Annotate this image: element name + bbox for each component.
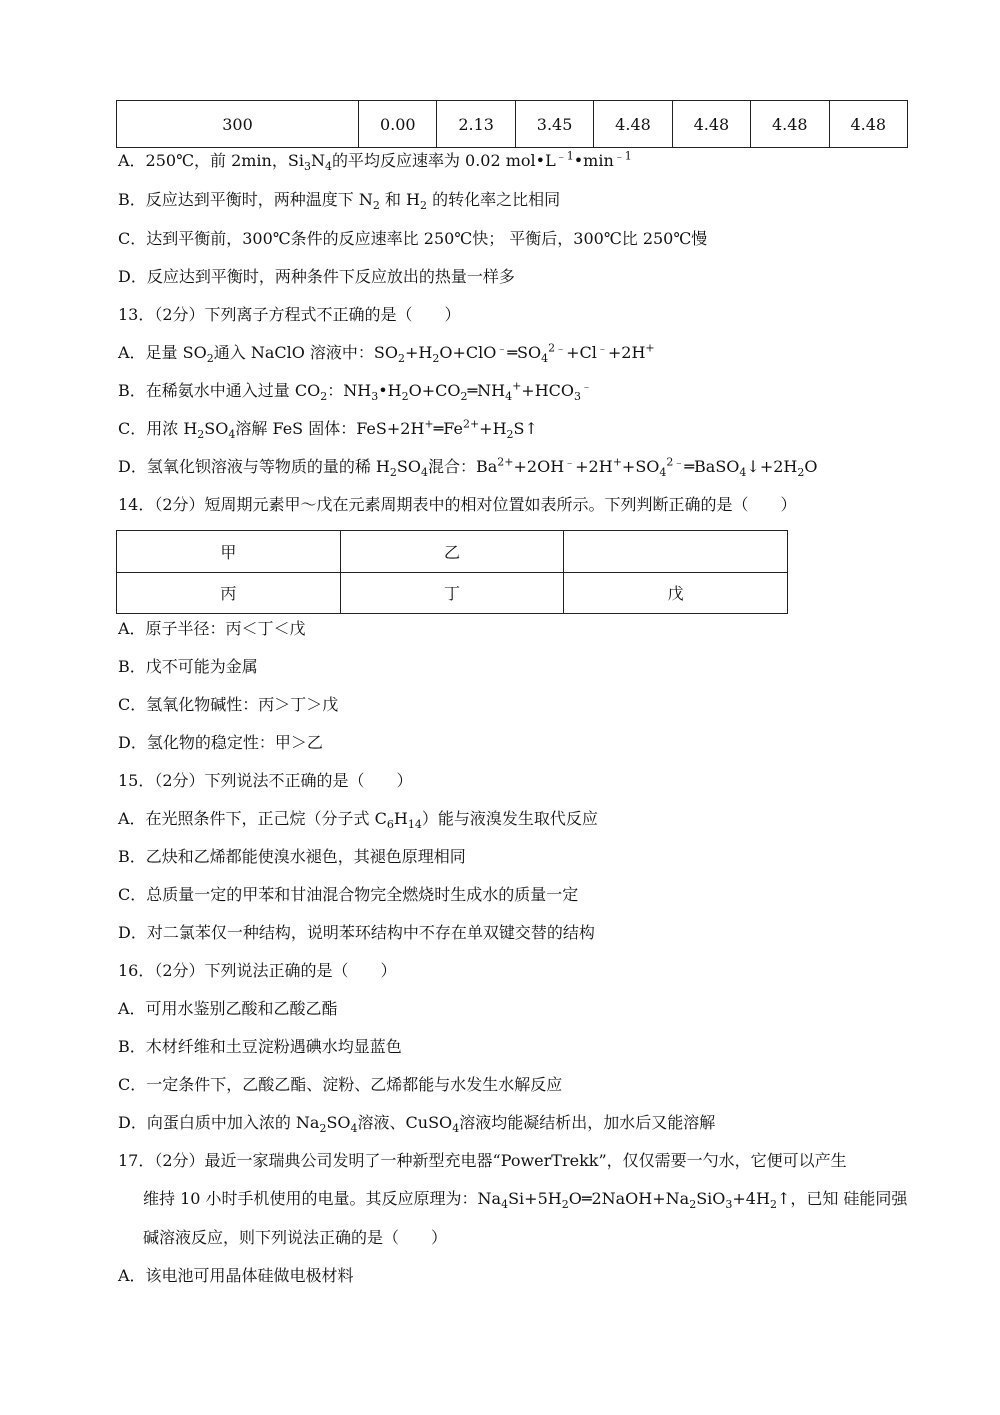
- table-row: [117, 101, 908, 148]
- table-cell: 丙: [117, 572, 341, 614]
- table-row: [117, 531, 788, 573]
- q14-option-c: C．氢氧化物碱性：丙＞丁＞戊: [118, 695, 339, 714]
- q15-option-c: C．总质量一定的甲苯和甘油混合物完全燃烧时生成水的质量一定: [118, 885, 579, 904]
- table-cell: [564, 531, 788, 573]
- table-cell: 乙: [340, 531, 564, 573]
- q14-option-b: B．戊不可能为金属: [118, 657, 258, 676]
- q16-option-c: C．一定条件下，乙酸乙酯、淀粉、乙烯都能与水发生水解反应: [118, 1075, 563, 1094]
- q17-stem-line3: 碱溶液反应，则下列说法正确的是（ ）: [143, 1228, 448, 1247]
- table-cell: 300: [117, 101, 359, 148]
- table-cell: 0.00: [359, 101, 437, 148]
- q16-option-b: B．木材纤维和土豆淀粉遇碘水均显蓝色: [118, 1037, 402, 1056]
- table-cell: 丁: [340, 572, 564, 614]
- q16-option-d: D．向蛋白质中加入浓的 $Na_2SO_4$溶液、CuSO$_4$溶液均能凝结析出，加水后又能溶解: [118, 1113, 716, 1136]
- q13-option-c: C．用浓 $H_2SO_4$溶解 FeS 固体：$FeS+2H^+═Fe^{2+}+H_2S↑$: [118, 417, 538, 442]
- q14-option-a: A．原子半径：丙＜丁＜戊: [118, 619, 306, 638]
- table-cell: 3.45: [515, 101, 593, 148]
- table-cell: 4.48: [751, 101, 829, 148]
- q12-option-c: C．达到平衡前，300℃条件的反应速率比 250℃快； 平衡后，300℃比 250℃慢: [118, 229, 708, 248]
- q13-option-d: D．氢氧化钡溶液与等物质的量的稀 $H_2SO_4$混合：$Ba^{2+}+2OH^﹣+2H^++SO_4^{2﹣}═BaSO_4↓+2H_2O$: [118, 455, 818, 480]
- table-cell: 甲: [117, 531, 341, 573]
- q13-option-a: A．足量 $SO_2$通入 NaClO 溶液中：$SO_2+H_2O+ClO^﹣═SO_4^{2﹣}+Cl^﹣+2H^+$: [118, 341, 655, 366]
- q17-stem-line1: 17．（2分）最近一家瑞典公司发明了一种新型充电器“PowerTrekk”，仅仅需要一勺水，它便可以产生: [118, 1151, 847, 1170]
- rate-table: [116, 100, 908, 148]
- table-cell: 4.48: [594, 101, 672, 148]
- periodic-table: [116, 530, 788, 614]
- q15-stem: 15．（2分）下列说法不正确的是（ ）: [118, 771, 413, 790]
- q15-option-a: A．在光照条件下，正己烷（分子式 $C_6H_{14}$）能与液溴发生取代反应: [118, 809, 598, 832]
- q14-stem: 14．（2分）短周期元素甲～戊在元素周期表中的相对位置如表所示。下列判断正确的是（ ）: [118, 495, 797, 514]
- q12-option-a: A．250℃，前 2min，$Si_3N_4$的平均反应速率为 0.02 $mol•L^{﹣1}•\min^{﹣1}$: [118, 149, 632, 174]
- q15-option-b: B．乙炔和乙烯都能使溴水褪色，其褪色原理相同: [118, 847, 466, 866]
- q12-option-d: D．反应达到平衡时，两种条件下反应放出的热量一样多: [118, 267, 515, 286]
- table-cell: 4.48: [829, 101, 908, 148]
- table-cell: 4.48: [672, 101, 750, 148]
- q17-option-a: A．该电池可用晶体硅做电极材料: [118, 1266, 354, 1285]
- q16-stem: 16．（2分）下列说法正确的是（ ）: [118, 961, 397, 980]
- q13-stem: 13．（2分）下列离子方程式不正确的是（ ）: [118, 305, 461, 324]
- table-cell: 2.13: [437, 101, 515, 148]
- q13-option-b: B．在稀氨水中通入过量 $CO_2$：$NH_3•H_2O+CO_2═NH_4^++HCO_3^﹣$: [118, 379, 592, 404]
- q14-option-d: D．氢化物的稳定性：甲＞乙: [118, 733, 323, 752]
- q17-stem-line2: 维持 10 小时手机使用的电量。其反应原理为：$Na_4Si+5H_2O═2NaOH+Na_2SiO_3+4H_2↑$，已知 硅能同强: [143, 1189, 908, 1212]
- q12-option-b: B．反应达到平衡时，两种温度下 $N_2$ 和 $H_2$ 的转化率之比相同: [118, 190, 561, 213]
- q16-option-a: A．可用水鉴别乙酸和乙酸乙酯: [118, 999, 338, 1018]
- table-cell: 戊: [564, 572, 788, 614]
- q15-option-d: D．对二氯苯仅一种结构，说明苯环结构中不存在单双键交替的结构: [118, 923, 595, 942]
- table-row: [117, 572, 788, 614]
